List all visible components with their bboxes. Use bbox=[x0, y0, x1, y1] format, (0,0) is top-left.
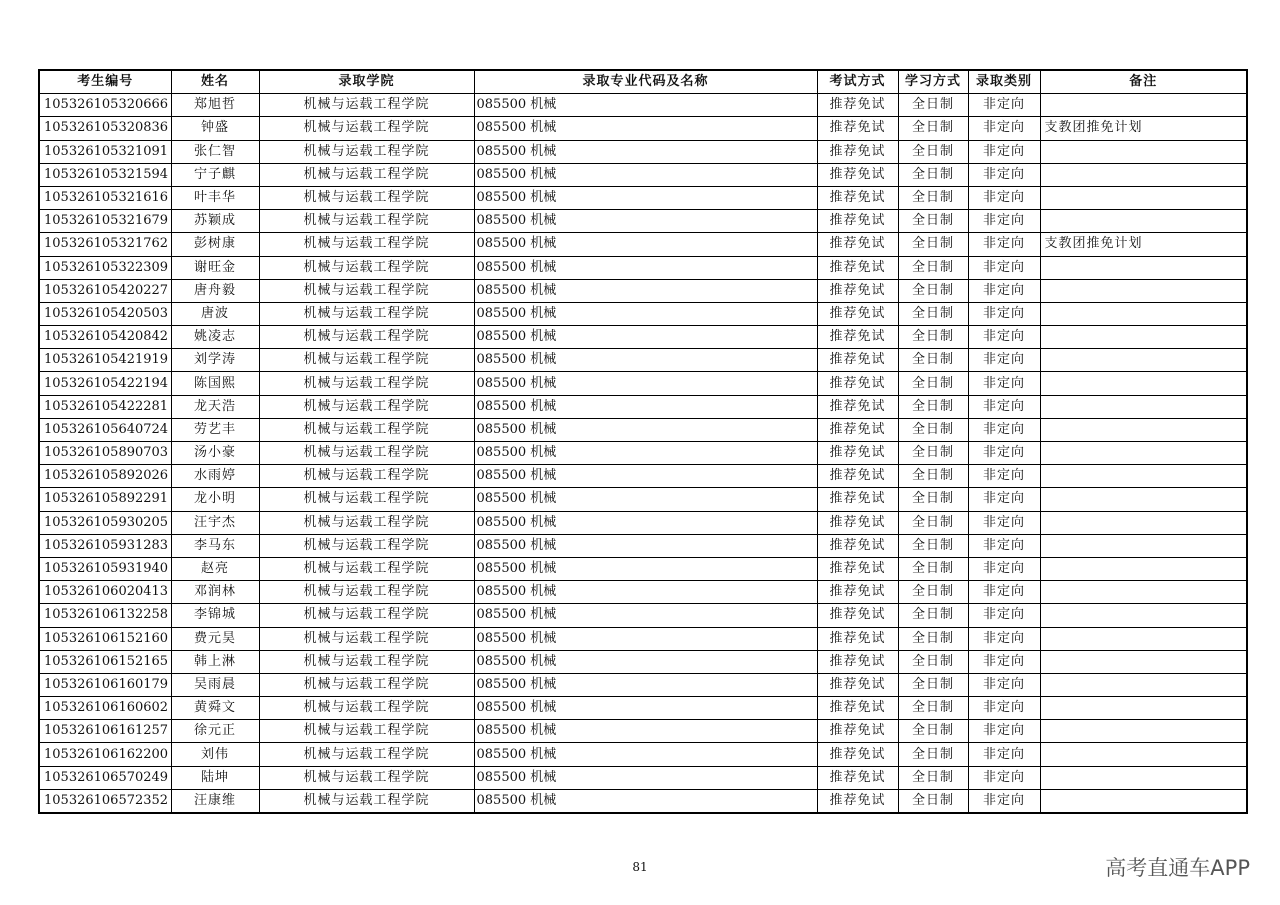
cell-name: 钟盛 bbox=[171, 117, 259, 140]
header-college: 录取学院 bbox=[259, 70, 474, 94]
cell-name: 黄舜文 bbox=[171, 697, 259, 720]
table-row bbox=[39, 766, 1247, 789]
cell-study-mode: 全日制 bbox=[898, 534, 968, 557]
cell-name: 苏颖成 bbox=[171, 210, 259, 233]
cell-college: 机械与运载工程学院 bbox=[259, 302, 474, 325]
cell-note: 支教团推免计划 bbox=[1040, 233, 1247, 256]
table-row bbox=[39, 789, 1247, 813]
header-exam-mode: 考试方式 bbox=[817, 70, 898, 94]
cell-college: 机械与运载工程学院 bbox=[259, 163, 474, 186]
cell-study-mode: 全日制 bbox=[898, 650, 968, 673]
table-body bbox=[39, 94, 1247, 813]
table-row bbox=[39, 697, 1247, 720]
table-row bbox=[39, 743, 1247, 766]
cell-college: 机械与运载工程学院 bbox=[259, 511, 474, 534]
cell-student-id: 105326106162200 bbox=[39, 743, 171, 766]
table-row bbox=[39, 140, 1247, 163]
cell-name: 叶丰华 bbox=[171, 186, 259, 209]
cell-name: 龙天浩 bbox=[171, 395, 259, 418]
cell-study-mode: 全日制 bbox=[898, 627, 968, 650]
cell-exam-mode: 推荐免试 bbox=[817, 743, 898, 766]
cell-note bbox=[1040, 163, 1247, 186]
cell-major: 085500 机械 bbox=[474, 117, 817, 140]
cell-category: 非定向 bbox=[968, 349, 1040, 372]
cell-exam-mode: 推荐免试 bbox=[817, 163, 898, 186]
cell-college: 机械与运载工程学院 bbox=[259, 581, 474, 604]
cell-student-id: 105326105931940 bbox=[39, 557, 171, 580]
cell-student-id: 105326105321594 bbox=[39, 163, 171, 186]
cell-category: 非定向 bbox=[968, 94, 1040, 117]
cell-student-id: 105326105321679 bbox=[39, 210, 171, 233]
cell-note bbox=[1040, 627, 1247, 650]
table-row bbox=[39, 627, 1247, 650]
table-row bbox=[39, 210, 1247, 233]
cell-name: 邓润林 bbox=[171, 581, 259, 604]
watermark-text: 高考直通车APP bbox=[1105, 856, 1250, 880]
cell-college: 机械与运载工程学院 bbox=[259, 140, 474, 163]
cell-category: 非定向 bbox=[968, 766, 1040, 789]
cell-note: 支教团推免计划 bbox=[1040, 117, 1247, 140]
cell-note bbox=[1040, 186, 1247, 209]
cell-note bbox=[1040, 140, 1247, 163]
cell-category: 非定向 bbox=[968, 210, 1040, 233]
cell-exam-mode: 推荐免试 bbox=[817, 488, 898, 511]
cell-name: 李马东 bbox=[171, 534, 259, 557]
cell-name: 陆坤 bbox=[171, 766, 259, 789]
cell-college: 机械与运载工程学院 bbox=[259, 627, 474, 650]
cell-exam-mode: 推荐免试 bbox=[817, 442, 898, 465]
cell-student-id: 105326105420227 bbox=[39, 279, 171, 302]
cell-exam-mode: 推荐免试 bbox=[817, 279, 898, 302]
cell-exam-mode: 推荐免试 bbox=[817, 534, 898, 557]
cell-note bbox=[1040, 395, 1247, 418]
cell-student-id: 105326106160179 bbox=[39, 673, 171, 696]
cell-category: 非定向 bbox=[968, 163, 1040, 186]
cell-major: 085500 机械 bbox=[474, 789, 817, 813]
cell-note bbox=[1040, 511, 1247, 534]
cell-student-id: 105326105421919 bbox=[39, 349, 171, 372]
header-study-mode: 学习方式 bbox=[898, 70, 968, 94]
cell-name: 唐波 bbox=[171, 302, 259, 325]
cell-note bbox=[1040, 326, 1247, 349]
cell-exam-mode: 推荐免试 bbox=[817, 581, 898, 604]
cell-major: 085500 机械 bbox=[474, 372, 817, 395]
cell-name: 徐元正 bbox=[171, 720, 259, 743]
cell-category: 非定向 bbox=[968, 186, 1040, 209]
table-row bbox=[39, 557, 1247, 580]
cell-college: 机械与运载工程学院 bbox=[259, 186, 474, 209]
cell-college: 机械与运载工程学院 bbox=[259, 534, 474, 557]
cell-college: 机械与运载工程学院 bbox=[259, 418, 474, 441]
cell-exam-mode: 推荐免试 bbox=[817, 395, 898, 418]
cell-student-id: 105326106161257 bbox=[39, 720, 171, 743]
cell-exam-mode: 推荐免试 bbox=[817, 511, 898, 534]
cell-major: 085500 机械 bbox=[474, 697, 817, 720]
cell-exam-mode: 推荐免试 bbox=[817, 720, 898, 743]
cell-major: 085500 机械 bbox=[474, 673, 817, 696]
cell-name: 韩上淋 bbox=[171, 650, 259, 673]
cell-study-mode: 全日制 bbox=[898, 186, 968, 209]
cell-major: 085500 机械 bbox=[474, 326, 817, 349]
cell-college: 机械与运载工程学院 bbox=[259, 349, 474, 372]
cell-note bbox=[1040, 650, 1247, 673]
cell-name: 劳艺丰 bbox=[171, 418, 259, 441]
page-number: 81 bbox=[632, 860, 648, 874]
cell-study-mode: 全日制 bbox=[898, 94, 968, 117]
cell-student-id: 105326105931283 bbox=[39, 534, 171, 557]
cell-category: 非定向 bbox=[968, 627, 1040, 650]
cell-student-id: 105326105930205 bbox=[39, 511, 171, 534]
cell-note bbox=[1040, 743, 1247, 766]
cell-exam-mode: 推荐免试 bbox=[817, 94, 898, 117]
cell-note bbox=[1040, 418, 1247, 441]
cell-college: 机械与运载工程学院 bbox=[259, 279, 474, 302]
cell-college: 机械与运载工程学院 bbox=[259, 442, 474, 465]
cell-note bbox=[1040, 442, 1247, 465]
cell-major: 085500 机械 bbox=[474, 395, 817, 418]
cell-study-mode: 全日制 bbox=[898, 302, 968, 325]
cell-exam-mode: 推荐免试 bbox=[817, 673, 898, 696]
cell-name: 赵亮 bbox=[171, 557, 259, 580]
cell-student-id: 105326105320836 bbox=[39, 117, 171, 140]
cell-name: 龙小明 bbox=[171, 488, 259, 511]
cell-note bbox=[1040, 581, 1247, 604]
cell-major: 085500 机械 bbox=[474, 94, 817, 117]
table-row bbox=[39, 720, 1247, 743]
cell-category: 非定向 bbox=[968, 442, 1040, 465]
cell-study-mode: 全日制 bbox=[898, 233, 968, 256]
cell-student-id: 105326105420842 bbox=[39, 326, 171, 349]
cell-exam-mode: 推荐免试 bbox=[817, 140, 898, 163]
cell-major: 085500 机械 bbox=[474, 279, 817, 302]
header-major: 录取专业代码及名称 bbox=[474, 70, 817, 94]
table-row bbox=[39, 511, 1247, 534]
cell-category: 非定向 bbox=[968, 256, 1040, 279]
table-header-row bbox=[39, 70, 1247, 94]
cell-study-mode: 全日制 bbox=[898, 326, 968, 349]
cell-exam-mode: 推荐免试 bbox=[817, 766, 898, 789]
cell-major: 085500 机械 bbox=[474, 604, 817, 627]
cell-category: 非定向 bbox=[968, 581, 1040, 604]
cell-exam-mode: 推荐免试 bbox=[817, 418, 898, 441]
cell-major: 085500 机械 bbox=[474, 488, 817, 511]
cell-note bbox=[1040, 372, 1247, 395]
cell-note bbox=[1040, 302, 1247, 325]
cell-major: 085500 机械 bbox=[474, 140, 817, 163]
cell-name: 刘伟 bbox=[171, 743, 259, 766]
cell-college: 机械与运载工程学院 bbox=[259, 557, 474, 580]
cell-major: 085500 机械 bbox=[474, 534, 817, 557]
cell-exam-mode: 推荐免试 bbox=[817, 697, 898, 720]
cell-exam-mode: 推荐免试 bbox=[817, 326, 898, 349]
cell-note bbox=[1040, 534, 1247, 557]
cell-college: 机械与运载工程学院 bbox=[259, 488, 474, 511]
cell-major: 085500 机械 bbox=[474, 650, 817, 673]
cell-student-id: 105326105892026 bbox=[39, 465, 171, 488]
cell-college: 机械与运载工程学院 bbox=[259, 233, 474, 256]
header-name: 姓名 bbox=[171, 70, 259, 94]
cell-exam-mode: 推荐免试 bbox=[817, 627, 898, 650]
cell-student-id: 105326105321091 bbox=[39, 140, 171, 163]
cell-major: 085500 机械 bbox=[474, 186, 817, 209]
cell-category: 非定向 bbox=[968, 326, 1040, 349]
cell-study-mode: 全日制 bbox=[898, 163, 968, 186]
cell-college: 机械与运载工程学院 bbox=[259, 94, 474, 117]
cell-exam-mode: 推荐免试 bbox=[817, 650, 898, 673]
cell-name: 费元昊 bbox=[171, 627, 259, 650]
cell-category: 非定向 bbox=[968, 140, 1040, 163]
table-row bbox=[39, 418, 1247, 441]
cell-category: 非定向 bbox=[968, 465, 1040, 488]
cell-note bbox=[1040, 349, 1247, 372]
cell-study-mode: 全日制 bbox=[898, 766, 968, 789]
cell-college: 机械与运载工程学院 bbox=[259, 117, 474, 140]
cell-student-id: 105326105890703 bbox=[39, 442, 171, 465]
cell-note bbox=[1040, 210, 1247, 233]
cell-name: 姚凌志 bbox=[171, 326, 259, 349]
cell-student-id: 105326105640724 bbox=[39, 418, 171, 441]
cell-study-mode: 全日制 bbox=[898, 789, 968, 813]
cell-study-mode: 全日制 bbox=[898, 117, 968, 140]
cell-note bbox=[1040, 697, 1247, 720]
cell-major: 085500 机械 bbox=[474, 442, 817, 465]
cell-exam-mode: 推荐免试 bbox=[817, 210, 898, 233]
table-row bbox=[39, 117, 1247, 140]
cell-name: 汤小豪 bbox=[171, 442, 259, 465]
header-student-id: 考生编号 bbox=[39, 70, 171, 94]
table-row bbox=[39, 372, 1247, 395]
cell-category: 非定向 bbox=[968, 789, 1040, 813]
cell-category: 非定向 bbox=[968, 302, 1040, 325]
table-row bbox=[39, 349, 1247, 372]
cell-note bbox=[1040, 465, 1247, 488]
cell-category: 非定向 bbox=[968, 557, 1040, 580]
cell-name: 宁子麒 bbox=[171, 163, 259, 186]
cell-name: 彭树康 bbox=[171, 233, 259, 256]
cell-exam-mode: 推荐免试 bbox=[817, 349, 898, 372]
cell-student-id: 105326106570249 bbox=[39, 766, 171, 789]
cell-category: 非定向 bbox=[968, 534, 1040, 557]
cell-student-id: 105326105322309 bbox=[39, 256, 171, 279]
cell-category: 非定向 bbox=[968, 743, 1040, 766]
cell-note bbox=[1040, 488, 1247, 511]
cell-category: 非定向 bbox=[968, 279, 1040, 302]
cell-category: 非定向 bbox=[968, 395, 1040, 418]
cell-name: 李锦城 bbox=[171, 604, 259, 627]
cell-college: 机械与运载工程学院 bbox=[259, 395, 474, 418]
cell-student-id: 105326105420503 bbox=[39, 302, 171, 325]
cell-note bbox=[1040, 604, 1247, 627]
table-row bbox=[39, 302, 1247, 325]
cell-name: 张仁智 bbox=[171, 140, 259, 163]
cell-student-id: 105326105321762 bbox=[39, 233, 171, 256]
cell-college: 机械与运载工程学院 bbox=[259, 697, 474, 720]
table-row bbox=[39, 395, 1247, 418]
table-row bbox=[39, 534, 1247, 557]
cell-major: 085500 机械 bbox=[474, 349, 817, 372]
cell-major: 085500 机械 bbox=[474, 465, 817, 488]
cell-student-id: 105326105892291 bbox=[39, 488, 171, 511]
cell-major: 085500 机械 bbox=[474, 210, 817, 233]
cell-category: 非定向 bbox=[968, 720, 1040, 743]
cell-student-id: 105326105320666 bbox=[39, 94, 171, 117]
cell-major: 085500 机械 bbox=[474, 511, 817, 534]
cell-study-mode: 全日制 bbox=[898, 557, 968, 580]
cell-exam-mode: 推荐免试 bbox=[817, 557, 898, 580]
cell-college: 机械与运载工程学院 bbox=[259, 604, 474, 627]
table-row bbox=[39, 650, 1247, 673]
table-row bbox=[39, 488, 1247, 511]
cell-note bbox=[1040, 557, 1247, 580]
cell-note bbox=[1040, 766, 1247, 789]
cell-note bbox=[1040, 94, 1247, 117]
cell-major: 085500 机械 bbox=[474, 720, 817, 743]
cell-study-mode: 全日制 bbox=[898, 604, 968, 627]
cell-study-mode: 全日制 bbox=[898, 442, 968, 465]
cell-category: 非定向 bbox=[968, 604, 1040, 627]
cell-exam-mode: 推荐免试 bbox=[817, 256, 898, 279]
table-row bbox=[39, 94, 1247, 117]
cell-student-id: 105326106572352 bbox=[39, 789, 171, 813]
cell-student-id: 105326106160602 bbox=[39, 697, 171, 720]
cell-name: 汪宇杰 bbox=[171, 511, 259, 534]
cell-name: 汪康维 bbox=[171, 789, 259, 813]
cell-major: 085500 机械 bbox=[474, 766, 817, 789]
header-category: 录取类别 bbox=[968, 70, 1040, 94]
cell-study-mode: 全日制 bbox=[898, 395, 968, 418]
cell-major: 085500 机械 bbox=[474, 302, 817, 325]
cell-study-mode: 全日制 bbox=[898, 349, 968, 372]
cell-note bbox=[1040, 720, 1247, 743]
cell-category: 非定向 bbox=[968, 650, 1040, 673]
cell-study-mode: 全日制 bbox=[898, 581, 968, 604]
cell-exam-mode: 推荐免试 bbox=[817, 465, 898, 488]
cell-college: 机械与运载工程学院 bbox=[259, 743, 474, 766]
cell-study-mode: 全日制 bbox=[898, 140, 968, 163]
cell-category: 非定向 bbox=[968, 117, 1040, 140]
admission-table bbox=[38, 69, 1248, 814]
table-row bbox=[39, 604, 1247, 627]
cell-study-mode: 全日制 bbox=[898, 279, 968, 302]
cell-category: 非定向 bbox=[968, 511, 1040, 534]
cell-college: 机械与运载工程学院 bbox=[259, 650, 474, 673]
cell-exam-mode: 推荐免试 bbox=[817, 302, 898, 325]
cell-name: 谢旺金 bbox=[171, 256, 259, 279]
cell-study-mode: 全日制 bbox=[898, 256, 968, 279]
cell-exam-mode: 推荐免试 bbox=[817, 233, 898, 256]
cell-student-id: 105326106132258 bbox=[39, 604, 171, 627]
cell-college: 机械与运载工程学院 bbox=[259, 372, 474, 395]
cell-student-id: 105326106152160 bbox=[39, 627, 171, 650]
cell-major: 085500 机械 bbox=[474, 418, 817, 441]
cell-study-mode: 全日制 bbox=[898, 673, 968, 696]
table-row bbox=[39, 163, 1247, 186]
cell-college: 机械与运载工程学院 bbox=[259, 720, 474, 743]
cell-category: 非定向 bbox=[968, 697, 1040, 720]
cell-study-mode: 全日制 bbox=[898, 697, 968, 720]
cell-student-id: 105326105321616 bbox=[39, 186, 171, 209]
cell-college: 机械与运载工程学院 bbox=[259, 766, 474, 789]
cell-study-mode: 全日制 bbox=[898, 418, 968, 441]
cell-study-mode: 全日制 bbox=[898, 511, 968, 534]
cell-name: 吴雨晨 bbox=[171, 673, 259, 696]
cell-college: 机械与运载工程学院 bbox=[259, 210, 474, 233]
cell-note bbox=[1040, 789, 1247, 813]
cell-major: 085500 机械 bbox=[474, 627, 817, 650]
cell-name: 唐舟毅 bbox=[171, 279, 259, 302]
cell-major: 085500 机械 bbox=[474, 163, 817, 186]
cell-study-mode: 全日制 bbox=[898, 210, 968, 233]
cell-exam-mode: 推荐免试 bbox=[817, 604, 898, 627]
table-row bbox=[39, 581, 1247, 604]
table-row bbox=[39, 673, 1247, 696]
table-row bbox=[39, 442, 1247, 465]
cell-note bbox=[1040, 673, 1247, 696]
table-row bbox=[39, 326, 1247, 349]
cell-category: 非定向 bbox=[968, 488, 1040, 511]
cell-category: 非定向 bbox=[968, 418, 1040, 441]
cell-name: 水雨婷 bbox=[171, 465, 259, 488]
cell-college: 机械与运载工程学院 bbox=[259, 326, 474, 349]
cell-college: 机械与运载工程学院 bbox=[259, 673, 474, 696]
cell-study-mode: 全日制 bbox=[898, 488, 968, 511]
table-row bbox=[39, 233, 1247, 256]
cell-note bbox=[1040, 256, 1247, 279]
cell-category: 非定向 bbox=[968, 372, 1040, 395]
cell-study-mode: 全日制 bbox=[898, 743, 968, 766]
table-row bbox=[39, 256, 1247, 279]
cell-exam-mode: 推荐免试 bbox=[817, 372, 898, 395]
table-row bbox=[39, 279, 1247, 302]
cell-exam-mode: 推荐免试 bbox=[817, 186, 898, 209]
cell-name: 刘学涛 bbox=[171, 349, 259, 372]
cell-student-id: 105326106020413 bbox=[39, 581, 171, 604]
cell-major: 085500 机械 bbox=[474, 557, 817, 580]
cell-study-mode: 全日制 bbox=[898, 720, 968, 743]
cell-student-id: 105326106152165 bbox=[39, 650, 171, 673]
cell-name: 郑旭哲 bbox=[171, 94, 259, 117]
cell-study-mode: 全日制 bbox=[898, 372, 968, 395]
header-note: 备注 bbox=[1040, 70, 1247, 94]
cell-major: 085500 机械 bbox=[474, 233, 817, 256]
table-row bbox=[39, 465, 1247, 488]
cell-major: 085500 机械 bbox=[474, 581, 817, 604]
cell-college: 机械与运载工程学院 bbox=[259, 256, 474, 279]
cell-major: 085500 机械 bbox=[474, 743, 817, 766]
cell-name: 陈国熙 bbox=[171, 372, 259, 395]
cell-study-mode: 全日制 bbox=[898, 465, 968, 488]
cell-student-id: 105326105422194 bbox=[39, 372, 171, 395]
cell-college: 机械与运载工程学院 bbox=[259, 789, 474, 813]
cell-major: 085500 机械 bbox=[474, 256, 817, 279]
cell-category: 非定向 bbox=[968, 673, 1040, 696]
cell-college: 机械与运载工程学院 bbox=[259, 465, 474, 488]
cell-exam-mode: 推荐免试 bbox=[817, 789, 898, 813]
table-row bbox=[39, 186, 1247, 209]
cell-note bbox=[1040, 279, 1247, 302]
cell-category: 非定向 bbox=[968, 233, 1040, 256]
cell-student-id: 105326105422281 bbox=[39, 395, 171, 418]
cell-exam-mode: 推荐免试 bbox=[817, 117, 898, 140]
